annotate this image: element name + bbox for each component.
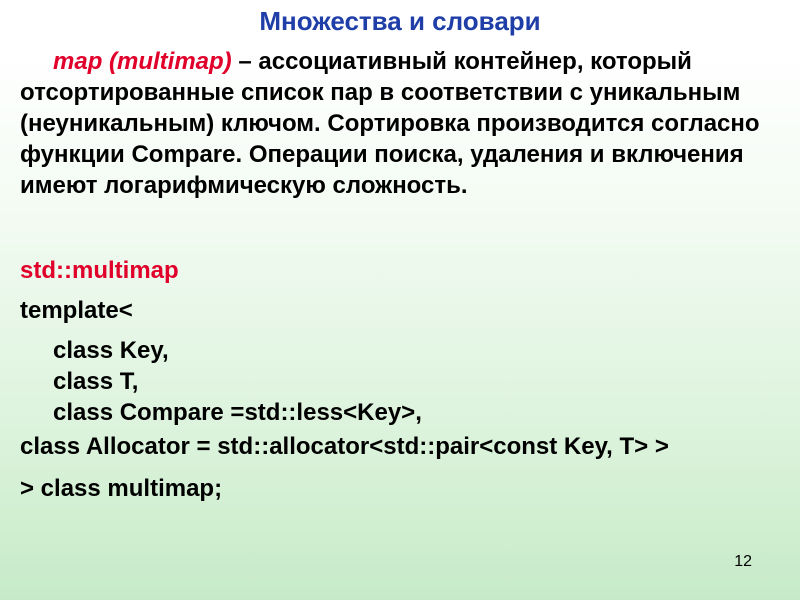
std-multimap-label: std::multimap (20, 257, 179, 284)
page-number: 12 (734, 553, 752, 570)
template-open-line: template< (20, 297, 133, 324)
slide-title: Множества и словари (259, 6, 541, 36)
param-allocator-line: class Allocator = std::allocator<std::pair<const Key, T> > (20, 433, 669, 460)
param-compare-line: class Compare =std::less<Key>, (53, 399, 422, 426)
description-paragraph (20, 46, 790, 201)
param-t-line: class T, (53, 368, 139, 395)
param-key-line: class Key, (53, 337, 169, 364)
term-highlight: map (multimap) (53, 48, 232, 75)
template-close-line: > class multimap; (20, 475, 223, 502)
description-text: – ассоциативный контейнер, который отсортированные список пар в соответствии с уникальным (неуникальным) ключом. Сортировка производится согласно функции Compare. Операции поиска, удаления и включения имеют логарифмическую сложность. (20, 48, 760, 199)
